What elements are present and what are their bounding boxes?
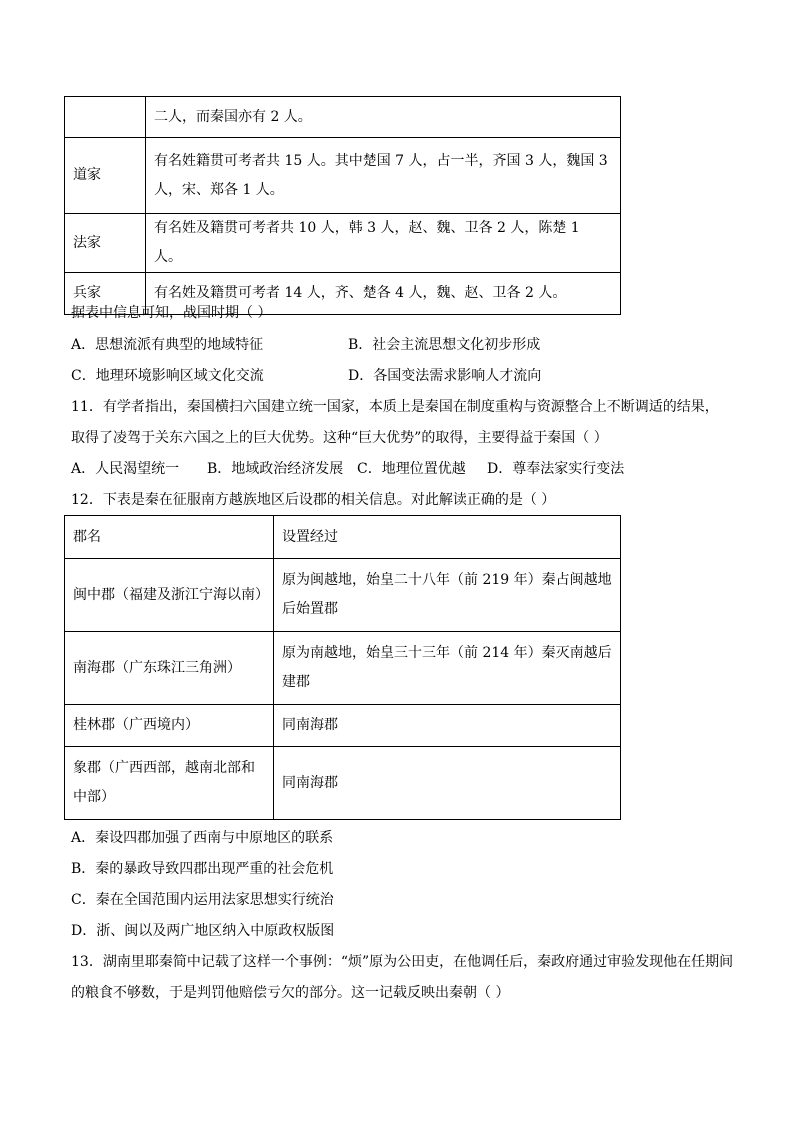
commandery-process: 同南海郡 — [274, 705, 621, 747]
question-12-option-a[interactable]: A．秦设四郡加强了西南与中原地区的联系 — [71, 830, 334, 846]
question-10-option-d[interactable]: D．各国变法需求影响人才流向 — [348, 368, 542, 384]
table-row — [65, 747, 621, 820]
question-11-option-a[interactable]: A．人民渴望统一 — [71, 461, 180, 477]
question-12-option-c[interactable]: C．秦在全国范围内运用法家思想实行统治 — [71, 892, 334, 908]
school-cell: 兵家 — [65, 273, 146, 315]
question-12-option-b[interactable]: B．秦的暴政导致四郡出现严重的社会危机 — [71, 861, 334, 877]
schools-table — [64, 96, 621, 315]
question-11-option-b[interactable]: B．地域政治经济发展 — [207, 461, 344, 477]
question-12-stem: 12．下表是秦在征服南方越族地区后设郡的相关信息。对此解读正确的是（ ） — [71, 492, 556, 508]
header-process: 设置经过 — [274, 516, 621, 559]
question-13-stem-line-1: 13．湖南里耶秦简中记载了这样一个事例：“烦”原为公田吏，在他调任后，秦政府通过审验发现他在任期间 — [71, 954, 734, 970]
commandery-name: 闽中郡（福建及浙江宁海以南） — [65, 559, 274, 632]
table-row — [65, 214, 621, 273]
question-13-stem-line-2: 的粮食不够数，于是判罚他赔偿亏欠的部分。这一记载反映出秦朝（ ） — [71, 985, 510, 1001]
table-row — [65, 705, 621, 747]
question-10-option-a[interactable]: A．思想流派有典型的地域特征 — [71, 337, 264, 353]
content-cell: 有名姓籍贯可考者共 15 人。其中楚国 7 人，占一半，齐国 3 人，魏国 3 人，宋、郑各 1 人。 — [146, 138, 621, 214]
commandery-name: 桂林郡（广西境内） — [65, 705, 274, 747]
question-10-stem: 据表中信息可知，战国时期（ ） — [71, 305, 272, 321]
table-row — [65, 559, 621, 632]
table-header-row — [65, 516, 621, 559]
question-12-option-d[interactable]: D．浙、闽以及两广地区纳入中原政权版图 — [71, 923, 335, 939]
school-cell: 道家 — [65, 138, 146, 214]
commanderies-table — [64, 515, 621, 820]
school-cell — [65, 97, 146, 138]
table-row — [65, 97, 621, 138]
question-11-option-d[interactable]: D．尊奉法家实行变法 — [487, 461, 625, 477]
commandery-process: 原为南越地，始皇三十三年（前 214 年）秦灭南越后建郡 — [274, 632, 621, 705]
commandery-name: 南海郡（广东珠江三角洲） — [65, 632, 274, 705]
question-11-stem-line-2: 取得了凌驾于关东六国之上的巨大优势。这种“巨大优势”的取得，主要得益于秦国（ ） — [71, 430, 608, 446]
school-cell: 法家 — [65, 214, 146, 273]
question-10-option-b[interactable]: B．社会主流思想文化初步形成 — [348, 337, 541, 353]
content-cell: 有名姓及籍贯可考者共 10 人，韩 3 人，赵、魏、卫各 2 人，陈楚 1 人。 — [146, 214, 621, 273]
commandery-name: 象郡（广西西部，越南北部和中部） — [65, 747, 274, 820]
question-10-option-c[interactable]: C．地理环境影响区域文化交流 — [71, 368, 264, 384]
question-11-option-c[interactable]: C．地理位置优越 — [357, 461, 466, 477]
header-name: 郡名 — [65, 516, 274, 559]
commandery-process: 同南海郡 — [274, 747, 621, 820]
table-row — [65, 632, 621, 705]
content-cell: 有名姓及籍贯可考者 14 人，齐、楚各 4 人，魏、赵、卫各 2 人。 — [146, 273, 621, 315]
content-cell: 二人，而秦国亦有 2 人。 — [146, 97, 621, 138]
commandery-process: 原为闽越地，始皇二十八年（前 219 年）秦占闽越地后始置郡 — [274, 559, 621, 632]
table-row — [65, 138, 621, 214]
question-11-stem-line-1: 11．有学者指出，秦国横扫六国建立统一国家，本质上是秦国在制度重构与资源整合上不断调适的结果， — [71, 399, 719, 415]
